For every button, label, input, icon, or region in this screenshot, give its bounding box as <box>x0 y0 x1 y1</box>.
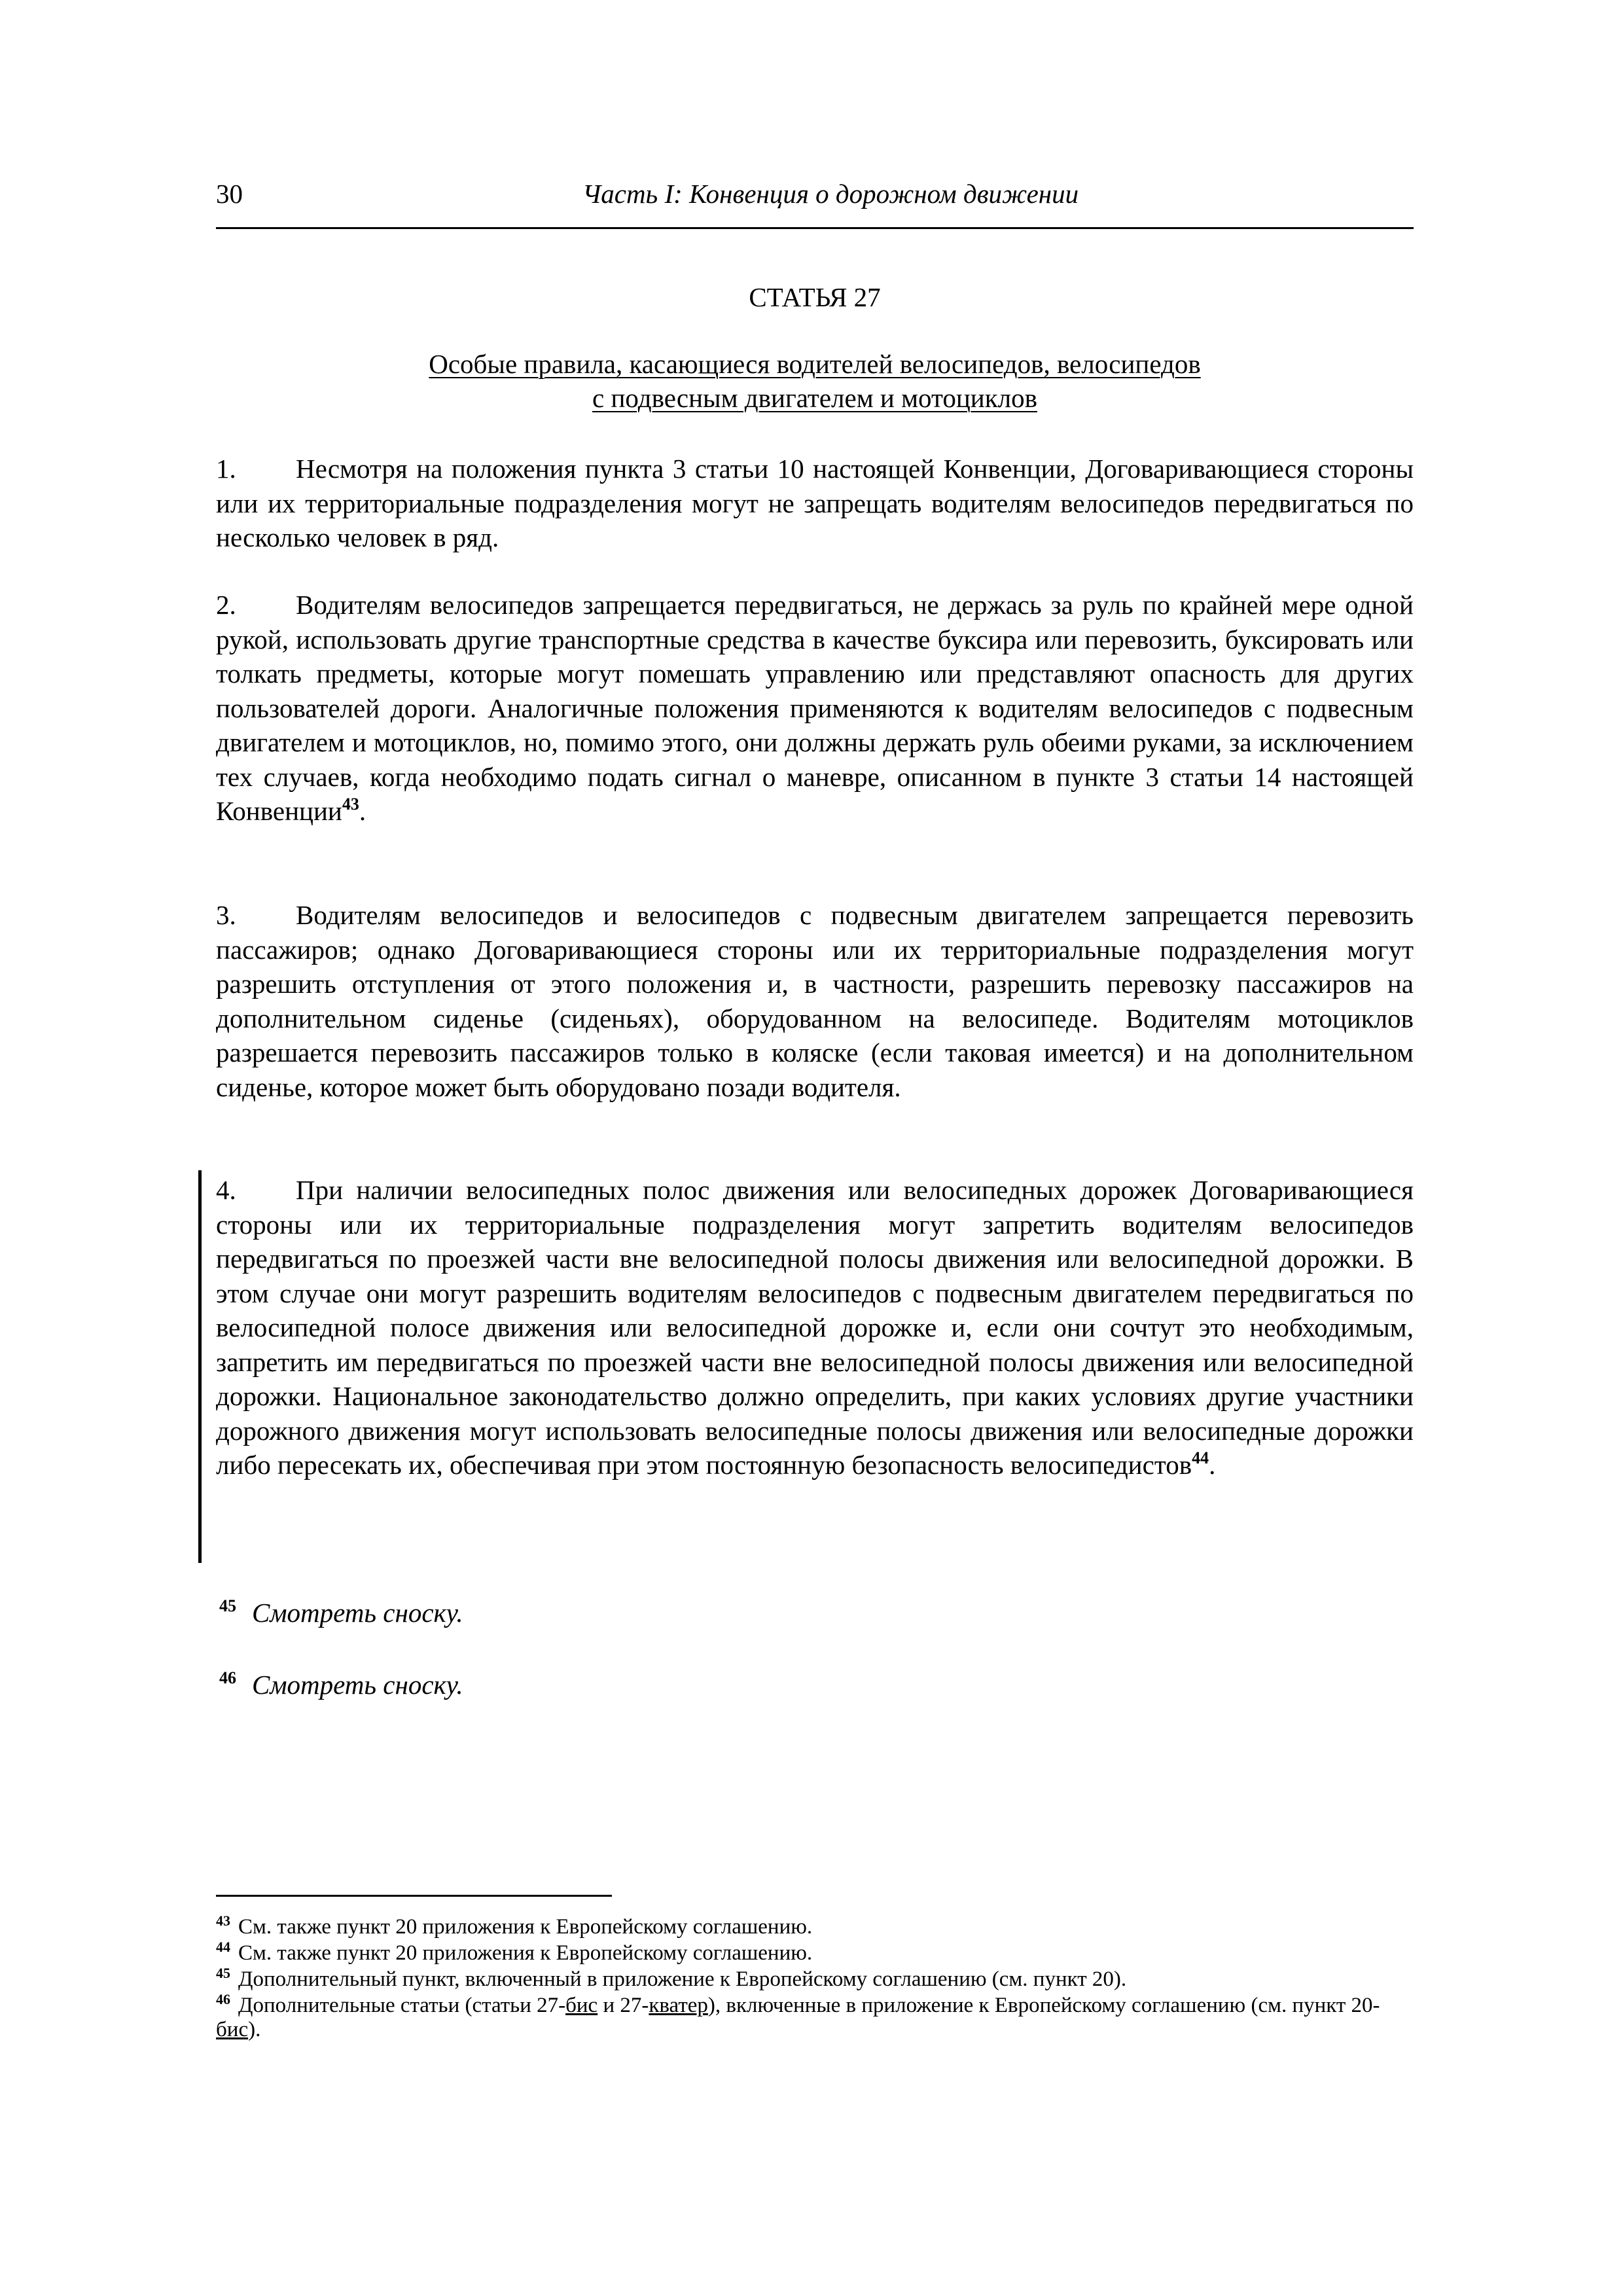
paragraph-4 <box>216 1173 1414 1482</box>
footnote-number: 45 <box>216 1965 230 1981</box>
paragraph-3 <box>216 898 1414 1104</box>
paragraph-number: 1. <box>216 454 236 484</box>
footnote-separator <box>216 1895 612 1897</box>
paragraph-1 <box>216 452 1414 555</box>
header-rule <box>216 227 1414 229</box>
footnote-text: и 27- <box>597 1994 649 2017</box>
page-number: 30 <box>216 179 243 209</box>
footnote-reference-43[interactable]: 43 <box>342 795 359 814</box>
paragraph-text: Водителям велосипедов и велосипедов с подвесным двигателем запрещается перевозить пассажиров; однако Договаривающиеся стороны или их территориальные подразделения могут разрешить отступления от этого положения и, в частности, разрешить перевозку пассажиров на дополнительном сиденье (сиденьях), оборудованном на велосипеде. Водителям мотоциклов разрешается перевозить пассажиров только в коляске (если таковая имеется) и на дополнительном сиденье, которое может быть оборудовано позади водителя. <box>216 900 1414 1102</box>
footnote-text: См. также пункт 20 приложения к Европейскому соглашению. <box>238 1941 813 1965</box>
footnote-link-kvater[interactable]: кватер <box>649 1994 708 2017</box>
footnote-46 <box>216 1991 1414 2042</box>
article-subtitle <box>216 347 1414 415</box>
footnote-45 <box>216 1967 1414 1992</box>
paragraph-text: Водителям велосипедов запрещается передвигаться, не держась за руль по крайней мере одной рукой, использовать другие транспортные средства в качестве буксира или перевозить, буксировать или толкать предметы, которые могут помешать управлению или представляют опасность для других пользователей дороги. Аналогичные положения применяются к водителям велосипедов с подвесным двигателем и мотоциклов, но, помимо этого, они должны держать руль обеими руками, за исключением тех случаев, когда необходимо подать сигнал о маневре, описанном в пункте 3 статьи 14 настоящей Конвенции <box>216 590 1414 826</box>
footnote-reference-45[interactable]: 45 <box>219 1596 236 1615</box>
footnote-number: 43 <box>216 1912 230 1929</box>
paragraph-2 <box>216 588 1414 829</box>
see-footnote-text: Смотреть сноску. <box>252 1670 463 1700</box>
footnote-link-bis[interactable]: бис <box>565 1994 598 2017</box>
paragraph-number: 4. <box>216 1175 236 1205</box>
running-title: Часть I: Конвенция о дорожном движении <box>582 179 1079 209</box>
paragraph-tail: . <box>359 796 366 826</box>
revision-change-bar <box>198 1170 202 1563</box>
footnote-reference-44[interactable]: 44 <box>1192 1448 1209 1467</box>
footnote-43 <box>216 1912 1414 1939</box>
paragraph-text: При наличии велосипедных полос движения или велосипедных дорожек Договаривающиеся стороны или их территориальные подразделения могут запретить водителям велосипедов передвигаться по проезжей части вне велосипедной полосы движения или велосипедной дорожки. В этом случае они могут разрешить водителям велосипедов с подвесным двигателем передвигаться по велосипедной полосе движения или велосипедной дорожке и, если они сочтут это необходимым, запретить им передвигаться по проезжей части вне велосипедной полосы движения или велосипедной дорожки. Национальное законодательство должно определить, при каких условиях другие участники дорожного движения могут использовать велосипедные полосы движения или велосипедные дорожки либо пересекать их, обеспечивая при этом постоянную безопасность велосипедистов <box>216 1175 1414 1480</box>
article-subtitle-line-2: с подвесным двигателем и мотоциклов <box>592 383 1037 413</box>
article-subtitle-line-1: Особые правила, касающиеся водителей велосипедов, велосипедов <box>429 349 1201 379</box>
footnote-number: 44 <box>216 1939 230 1955</box>
footnote-number: 46 <box>216 1991 230 2007</box>
footnote-44 <box>216 1941 1414 1965</box>
paragraph-number: 3. <box>216 900 236 930</box>
see-footnote-note-46 <box>219 1669 463 1700</box>
article-heading: СТАТЬЯ 27 <box>749 282 881 312</box>
footnote-text: ). <box>248 2018 261 2041</box>
footnote-text: См. также пункт 20 приложения к Европейскому соглашению. <box>238 1915 813 1939</box>
footnote-text: Дополнительный пункт, включенный в приложение к Европейскому соглашению (см. пункт 20). <box>238 1967 1127 1991</box>
see-footnote-note-45 <box>219 1597 463 1628</box>
footnote-text: ), включенные в приложение к Европейскому соглашению (см. пункт 20- <box>707 1994 1380 2017</box>
footnote-text: Дополнительные статьи (статьи 27- <box>238 1994 566 2017</box>
see-footnote-text: Смотреть сноску. <box>252 1598 463 1628</box>
paragraph-text: Несмотря на положения пункта 3 статьи 10 настоящей Конвенции, Договаривающиеся стороны или их территориальные подразделения могут не запрещать водителям велосипедов передвигаться по несколько человек в ряд. <box>216 454 1414 552</box>
paragraph-tail: . <box>1209 1450 1216 1480</box>
footnote-reference-46[interactable]: 46 <box>219 1668 236 1687</box>
paragraph-number: 2. <box>216 590 236 620</box>
footnote-link-bis[interactable]: бис <box>216 2018 249 2041</box>
